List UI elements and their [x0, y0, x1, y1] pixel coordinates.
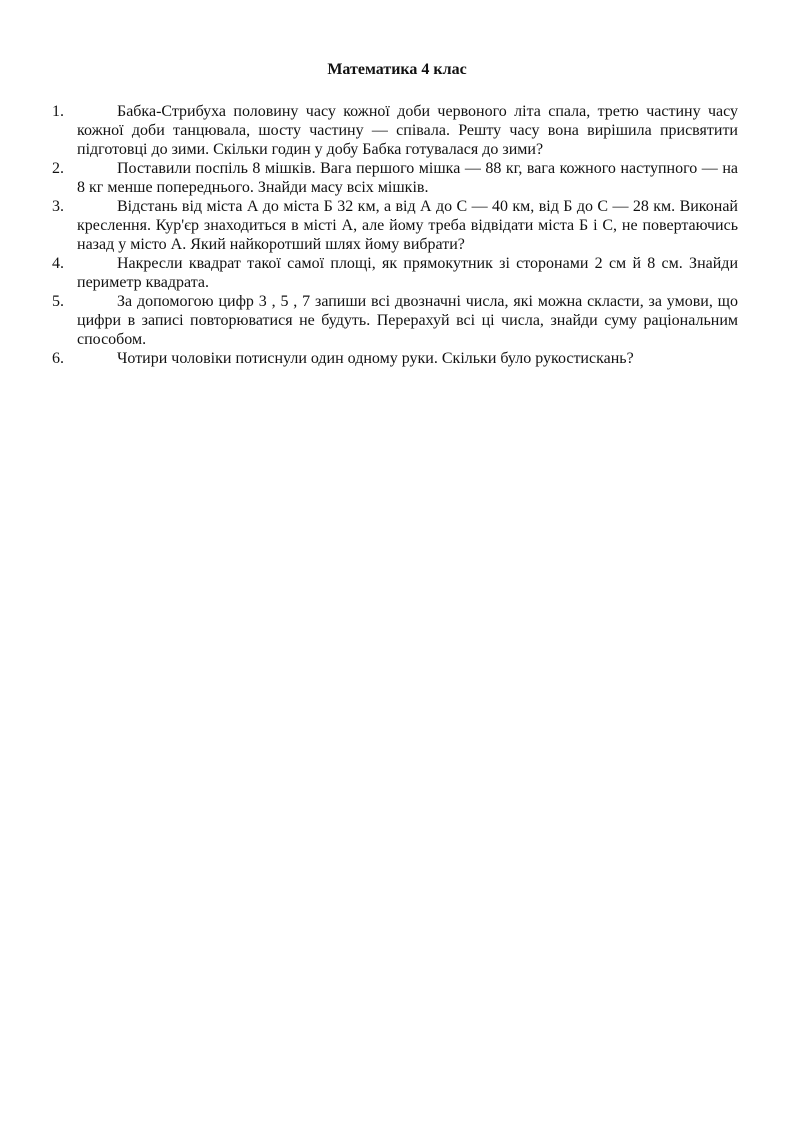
task-item — [52, 197, 738, 254]
task-item — [52, 102, 738, 159]
task-number: 6. — [52, 350, 64, 367]
task-number: 4. — [52, 255, 64, 272]
task-number: 2. — [52, 160, 64, 177]
task-text: За допомогою цифр 3 , 5 , 7 запиши всі двозначні числа, які можна скласти, за умови, що цифри в записі повторюватися не будуть. Перерахуй всі ці числа, знайди суму раціональним способом. — [77, 293, 738, 348]
task-text: Чотири чоловіки потиснули один одному руки. Скільки було рукостискань? — [117, 350, 634, 367]
task-text: Відстань від міста А до міста Б 32 км, а від А до С — 40 км, від Б до С — 28 км. Виконай креслення. Кур'єр знаходиться в місті А, але йому треба відвідати міста Б і С, не повертаючись назад у місто А. Який найкоротший шлях йому вибрати? — [77, 198, 738, 253]
task-item — [52, 159, 738, 197]
task-number: 1. — [52, 103, 64, 120]
task-item — [52, 292, 738, 349]
task-item — [52, 254, 738, 292]
page-title: Математика 4 клас — [327, 61, 467, 78]
task-text: Бабка-Стрибуха половину часу кожної доби червоного літа спала, третю частину часу кожної доби танцювала, шосту частину — співала. Решту часу вона вирішила присвятити підготовці до зими. Скільки годин у добу Бабка готувалася до зими? — [77, 103, 738, 158]
task-number: 3. — [52, 198, 64, 215]
task-list — [52, 102, 738, 368]
task-text: Поставили поспіль 8 мішків. Вага першого мішка — 88 кг, вага кожного наступного — на 8 кг менше попереднього. Знайди масу всіх мішків. — [77, 160, 738, 196]
task-number: 5. — [52, 293, 64, 310]
task-item — [52, 349, 738, 368]
task-text: Накресли квадрат такої самої площі, як прямокутник зі сторонами 2 см й 8 см. Знайди периметр квадрата. — [77, 255, 738, 291]
